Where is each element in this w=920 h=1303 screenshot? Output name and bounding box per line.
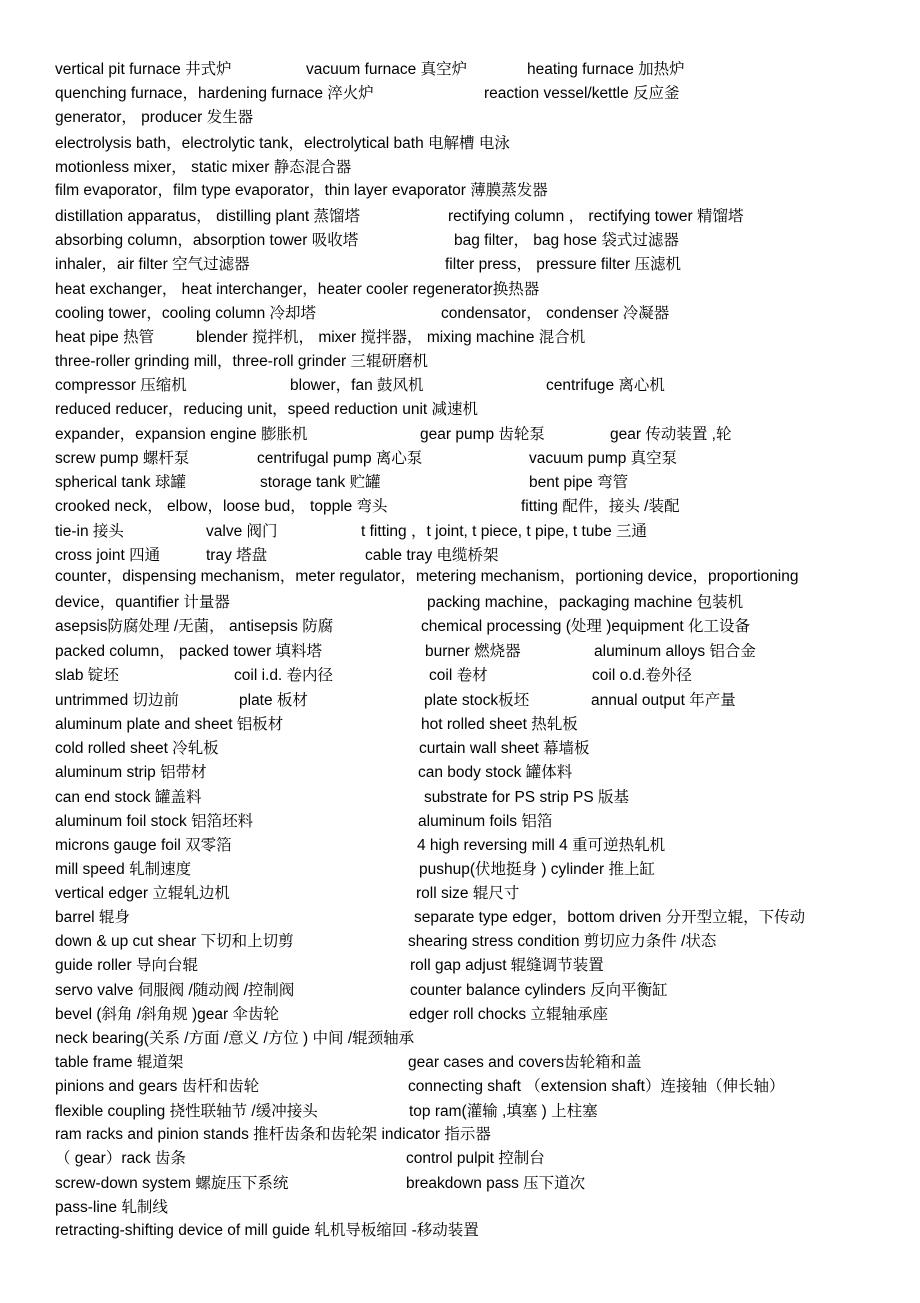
glossary-line (0, 640, 920, 664)
glossary-line (0, 761, 920, 785)
glossary-line (0, 423, 920, 447)
glossary-entry: coil 卷材 (429, 667, 488, 684)
glossary-line (0, 205, 920, 229)
glossary-line (0, 979, 920, 1003)
glossary-line (0, 82, 920, 106)
glossary-entry: neck bearing(关系 /方面 /意义 /方位 ) 中间 /辊颈轴承 (55, 1030, 415, 1047)
glossary-line (0, 1075, 920, 1099)
glossary-entry: gear cases and covers齿轮箱和盖 (408, 1054, 642, 1071)
glossary-entry: table frame 辊道架 (55, 1054, 184, 1071)
glossary-entry: microns gauge foil 双零箔 (55, 837, 232, 854)
glossary-entry: condensator， condenser 冷凝器 (441, 305, 670, 322)
glossary-entry: quenching furnace，hardening furnace 淬火炉 (55, 85, 374, 102)
glossary-entry: curtain wall sheet 幕墙板 (419, 740, 590, 757)
glossary-line (0, 520, 920, 544)
glossary-entry: aluminum alloys 铝合金 (594, 643, 756, 660)
glossary-line (0, 302, 920, 326)
glossary-line (0, 229, 920, 253)
glossary-line (0, 1147, 920, 1171)
glossary-entry: can body stock 罐体料 (418, 764, 573, 781)
glossary-entry: t fitting ，t joint, t piece, t pipe, t tube 三通 (361, 523, 648, 540)
glossary-line (0, 326, 920, 350)
glossary-entry: asepsis防腐处理 /无菌， antisepsis 防腐 (55, 618, 334, 635)
glossary-line (0, 786, 920, 810)
glossary-entry: hot rolled sheet 热轧板 (421, 716, 578, 733)
glossary-entry: motionless mixer， static mixer 静态混合器 (55, 159, 352, 176)
glossary-entry: roll gap adjust 辊缝调节装置 (410, 957, 604, 974)
glossary-line (0, 350, 920, 374)
glossary-entry: （ gear）rack 齿条 (55, 1150, 186, 1167)
glossary-entry: retracting-shifting device of mill guide 轧机导板缩回 -移动装置 (55, 1222, 479, 1239)
glossary-entry: absorbing column，absorption tower 吸收塔 (55, 232, 359, 249)
glossary-line (0, 278, 920, 302)
glossary-entry: three-roller grinding mill，three-roll grinder 三辊研磨机 (55, 353, 428, 370)
glossary-entry: heat pipe 热管 (55, 329, 155, 346)
glossary-entry: edger roll chocks 立辊轴承座 (409, 1006, 608, 1023)
glossary-entry: vacuum pump 真空泵 (529, 450, 678, 467)
glossary-entry: 4 high reversing mill 4 重可逆热轧机 (417, 837, 666, 854)
glossary-line (0, 858, 920, 882)
glossary-line (0, 106, 920, 130)
glossary-entry: untrimmed 切边前 (55, 692, 180, 709)
glossary-line (0, 713, 920, 737)
glossary-line (0, 471, 920, 495)
glossary-entry: heat exchanger， heat interchanger，heater cooler regenerator换热器 (55, 281, 540, 298)
glossary-entry: annual output 年产量 (591, 692, 736, 709)
glossary-line (0, 930, 920, 954)
glossary-entry: pass-line 轧制线 (55, 1199, 168, 1216)
glossary-entry: separate type edger，bottom driven 分开型立辊，下传动 (414, 909, 806, 926)
glossary-entry: top ram(灌输 ,填塞 ) 上柱塞 (409, 1103, 598, 1120)
glossary-entry: breakdown pass 压下道次 (406, 1175, 586, 1192)
glossary-entry: cross joint 四通 (55, 547, 161, 564)
glossary-entry: valve 阀门 (206, 523, 278, 540)
glossary-entry: bevel (斜角 /斜角规 )gear 伞齿轮 (55, 1006, 279, 1023)
glossary-entry: slab 锭坯 (55, 667, 119, 684)
glossary-entry: bag filter， bag hose 袋式过滤器 (454, 232, 679, 249)
glossary-entry: screw pump 螺杆泵 (55, 450, 190, 467)
glossary-entry: heating furnace 加热炉 (527, 61, 685, 78)
glossary-entry: servo valve 伺服阀 /随动阀 /控制阀 (55, 982, 295, 999)
glossary-line (0, 882, 920, 906)
glossary-entry: crooked neck， elbow，loose bud， topple 弯头 (55, 498, 388, 515)
glossary-entry: film evaporator，film type evaporator，thin layer evaporator 薄膜蒸发器 (55, 182, 548, 199)
glossary-entry: plate 板材 (239, 692, 308, 709)
glossary-entry: connecting shaft （extension shaft）连接轴（伸长轴） (408, 1078, 785, 1095)
glossary-line (0, 834, 920, 858)
glossary-entry: shearing stress condition 剪切应力条件 /状态 (408, 933, 717, 950)
glossary-line (0, 1219, 920, 1243)
glossary-entry: vertical pit furnace 井式炉 (55, 61, 232, 78)
glossary-line (0, 447, 920, 471)
glossary-line (0, 132, 920, 156)
glossary-entry: can end stock 罐盖料 (55, 789, 202, 806)
glossary-entry: packing machine，packaging machine 包装机 (427, 594, 744, 611)
glossary-entry: pushup(伏地挺身 ) cylinder 推上缸 (419, 861, 656, 878)
glossary-entry: pinions and gears 齿杆和齿轮 (55, 1078, 260, 1095)
glossary-entry: burner 燃烧器 (425, 643, 521, 660)
glossary-entry: centrifugal pump 离心泵 (257, 450, 423, 467)
glossary-line (0, 1100, 920, 1124)
glossary-entry: control pulpit 控制台 (406, 1150, 545, 1167)
glossary-entry: roll size 辊尺寸 (416, 885, 520, 902)
glossary-line (0, 1196, 920, 1220)
glossary-entry: gear pump 齿轮泵 (420, 426, 545, 443)
glossary-entry: filter press， pressure filter 压滤机 (445, 256, 681, 273)
glossary-line (0, 58, 920, 82)
glossary-line (0, 156, 920, 180)
glossary-entry: aluminum foil stock 铝箔坯料 (55, 813, 254, 830)
glossary-entry: coil o.d.卷外径 (592, 667, 692, 684)
glossary-line (0, 689, 920, 713)
glossary-line (0, 1172, 920, 1196)
glossary-line (0, 253, 920, 277)
glossary-entry: down & up cut shear 下切和上切剪 (55, 933, 294, 950)
glossary-line (0, 495, 920, 519)
glossary-entry: blender 搅拌机， mixer 搅拌器， mixing machine 混合机 (196, 329, 586, 346)
glossary-entry: ram racks and pinion stands 推杆齿条和齿轮架 indicator 指示器 (55, 1126, 491, 1143)
glossary-entry: reduced reducer，reducing unit，speed reduction unit 减速机 (55, 401, 479, 418)
glossary-line (0, 591, 920, 615)
glossary-entry: storage tank 贮罐 (260, 474, 381, 491)
glossary-entry: expander，expansion engine 膨胀机 (55, 426, 308, 443)
glossary-entry: cooling tower，cooling column 冷却塔 (55, 305, 317, 322)
glossary-entry: barrel 辊身 (55, 909, 130, 926)
glossary-entry: rectifying column ， rectifying tower 精馏塔 (448, 208, 744, 225)
glossary-entry: reaction vessel/kettle 反应釜 (484, 85, 680, 102)
glossary-line (0, 737, 920, 761)
glossary-line (0, 1051, 920, 1075)
glossary-entry: plate stock板坯 (424, 692, 530, 709)
glossary-entry: spherical tank 球罐 (55, 474, 186, 491)
glossary-entry: vertical edger 立辊轧边机 (55, 885, 230, 902)
glossary-entry: generator， producer 发生器 (55, 109, 254, 126)
glossary-line (0, 810, 920, 834)
glossary-entry: guide roller 导向台辊 (55, 957, 198, 974)
glossary-line (0, 906, 920, 930)
glossary-line (0, 954, 920, 978)
glossary-entry: fitting 配件，接头 /装配 (521, 498, 680, 515)
glossary-entry: aluminum strip 铝带材 (55, 764, 207, 781)
glossary-entry: distillation apparatus， distilling plant 蒸馏塔 (55, 208, 360, 225)
glossary-entry: device，quantifier 计量器 (55, 594, 230, 611)
glossary-entry: screw-down system 螺旋压下系统 (55, 1175, 289, 1192)
glossary-entry: substrate for PS strip PS 版基 (424, 789, 630, 806)
glossary-entry: tie-in 接头 (55, 523, 124, 540)
glossary-entry: cold rolled sheet 冷轧板 (55, 740, 219, 757)
glossary-entry: aluminum foils 铝箔 (418, 813, 553, 830)
glossary-entry: inhaler，air filter 空气过滤器 (55, 256, 250, 273)
glossary-line (0, 374, 920, 398)
glossary-line (0, 1027, 920, 1051)
glossary-entry: chemical processing (处理 )equipment 化工设备 (421, 618, 751, 635)
glossary-entry: cable tray 电缆桥架 (365, 547, 499, 564)
glossary-line (0, 615, 920, 639)
glossary-entry: counter balance cylinders 反向平衡缸 (410, 982, 668, 999)
glossary-entry: bent pipe 弯管 (529, 474, 629, 491)
glossary-line (0, 1003, 920, 1027)
glossary-entry: compressor 压缩机 (55, 377, 187, 394)
glossary-entry: packed column， packed tower 填料塔 (55, 643, 323, 660)
glossary-line (0, 664, 920, 688)
glossary-entry: blower，fan 鼓风机 (290, 377, 424, 394)
glossary-line (0, 179, 920, 203)
glossary-entry: mill speed 轧制速度 (55, 861, 192, 878)
glossary-entry: electrolysis bath，electrolytic tank，electrolytical bath 电解槽 电泳 (55, 135, 510, 152)
glossary-entry: coil i.d. 卷内径 (234, 667, 334, 684)
glossary-entry: counter，dispensing mechanism，meter regulator，metering mechanism，portioning device，proportioning (55, 568, 799, 585)
glossary-line (0, 1123, 920, 1147)
glossary-entry: gear 传动装置 ,轮 (610, 426, 732, 443)
glossary-line (0, 565, 920, 589)
glossary-entry: aluminum plate and sheet 铝板材 (55, 716, 284, 733)
glossary-entry: centrifuge 离心机 (546, 377, 665, 394)
glossary-entry: flexible coupling 挠性联轴节 /缓冲接头 (55, 1103, 318, 1120)
glossary-line (0, 398, 920, 422)
glossary-entry: tray 塔盘 (206, 547, 268, 564)
glossary-entry: vacuum furnace 真空炉 (306, 61, 468, 78)
